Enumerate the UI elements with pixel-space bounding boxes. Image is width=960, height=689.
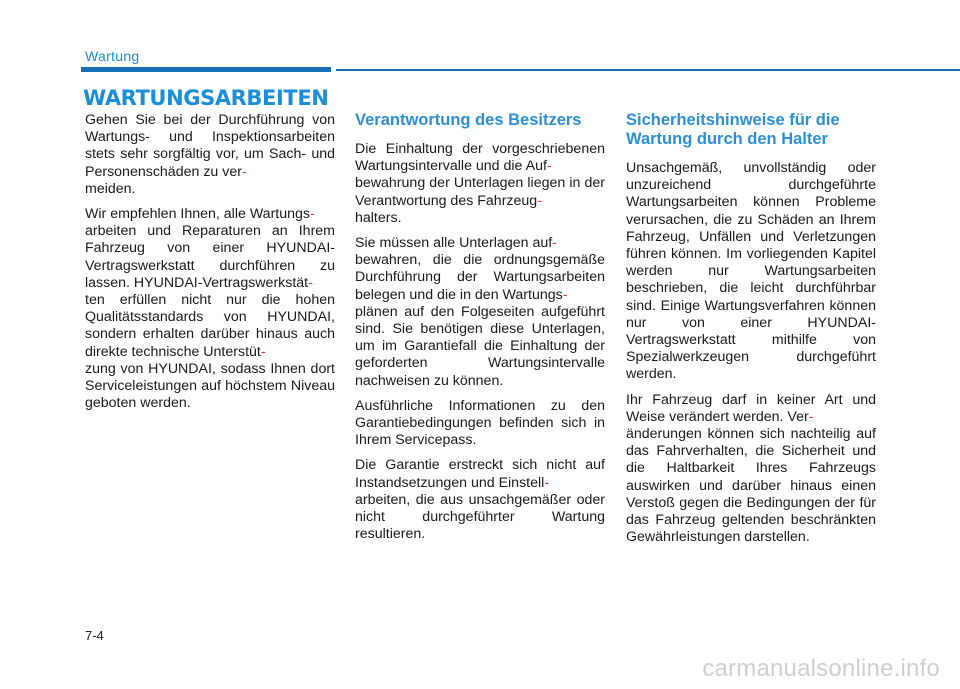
watermark: carmanualsonline.info	[702, 655, 940, 682]
chapter-title: WARTUNGSARBEITEN	[83, 86, 329, 110]
owner-paragraph-1: Die Einhaltung der vorgeschriebenen Wartungsintervalle und die Auf- bewahrung der Unterlagen liegen in der Verantwortung des Fahrzeug- halters.	[355, 141, 605, 226]
column-owner-responsibility	[355, 111, 605, 551]
column-intro	[85, 112, 335, 420]
safety-paragraph-2: Ihr Fahrzeug darf in keiner Art und Weise verändert werden. Ver- änderungen können sich nachteilig auf das Fahrverhalten, die Sicherheit und die Haltbarkeit Ihres Fahrzeugs auswirken und darüber hinaus einen Verstoß gegen die Bedingungen der für das Fahrzeug geltenden beschränkten Gewährleistungen darstellen.	[626, 391, 876, 546]
header-bar	[81, 67, 331, 72]
header-rule	[336, 69, 960, 71]
owner-paragraph-3: Ausführliche Informationen zu den Garantiebedingungen befinden sich in Ihrem Servicepass.	[355, 397, 605, 449]
intro-paragraph-1: Gehen Sie bei der Durchführung von Wartungs- und Inspektionsarbeiten stets sehr sorgfältig vor, um Sach- und Personenschäden zu ver- meiden.	[85, 112, 335, 197]
owner-paragraph-4: Die Garantie erstreckt sich nicht auf Instandsetzungen und Einstell- arbeiten, die aus unsachgemäßer oder nicht durchgeführter Wartung resultieren.	[355, 457, 605, 543]
column-safety-notes	[626, 111, 876, 554]
intro-paragraph-2: Wir empfehlen Ihnen, alle Wartungs- arbeiten und Reparaturen an Ihrem Fahrzeug von einer HYUNDAI-Vertragswerkstatt durchführen zu lassen. HYUNDAI-Vertragswerkstät- ten erfüllen nicht nur die hohen Qualitätsstandards von HYUNDAI, sondern erhalten darüber hinaus auch direkte technische Unterstüt- zung von HYUNDAI, sodass Ihnen dort Serviceleistungen auf höchstem Niveau geboten werden.	[85, 206, 335, 412]
section-label: Wartung	[85, 48, 140, 64]
safety-notes-heading: Sicherheitshinweise für die Wartung durch den Halter	[626, 111, 840, 148]
owner-paragraph-2: Sie müssen alle Unterlagen auf- bewahren, die die ordnungsgemäße Durchführung der Wartungsarbeiten belegen und die in den Wartungs- plänen auf den Folgeseiten aufgeführt sind. Sie benötigen diese Unterlagen, um im Garantiefall die Einhaltung der geforderten Wartungsintervalle nachweisen zu können.	[355, 235, 605, 389]
page-number: 7-4	[85, 628, 104, 643]
owner-responsibility-heading: Verantwortung des Besitzers	[355, 111, 582, 129]
safety-paragraph-1: Unsachgemäß, unvollständig oder unzureichend durchgeführte Wartungsarbeiten können Probleme verursachen, die zu Schäden an Ihrem Fahrzeug, Unfällen und Verletzungen führen können. Im vorliegenden Kapitel werden nur Wartungsarbeiten beschrieben, die leicht durchführbar sind. Einige Wartungsverfahren können nur von einer HYUNDAI-Vertragswerkstatt mithilfe von Spezialwerkzeugen durchgeführt werden.	[626, 160, 876, 383]
